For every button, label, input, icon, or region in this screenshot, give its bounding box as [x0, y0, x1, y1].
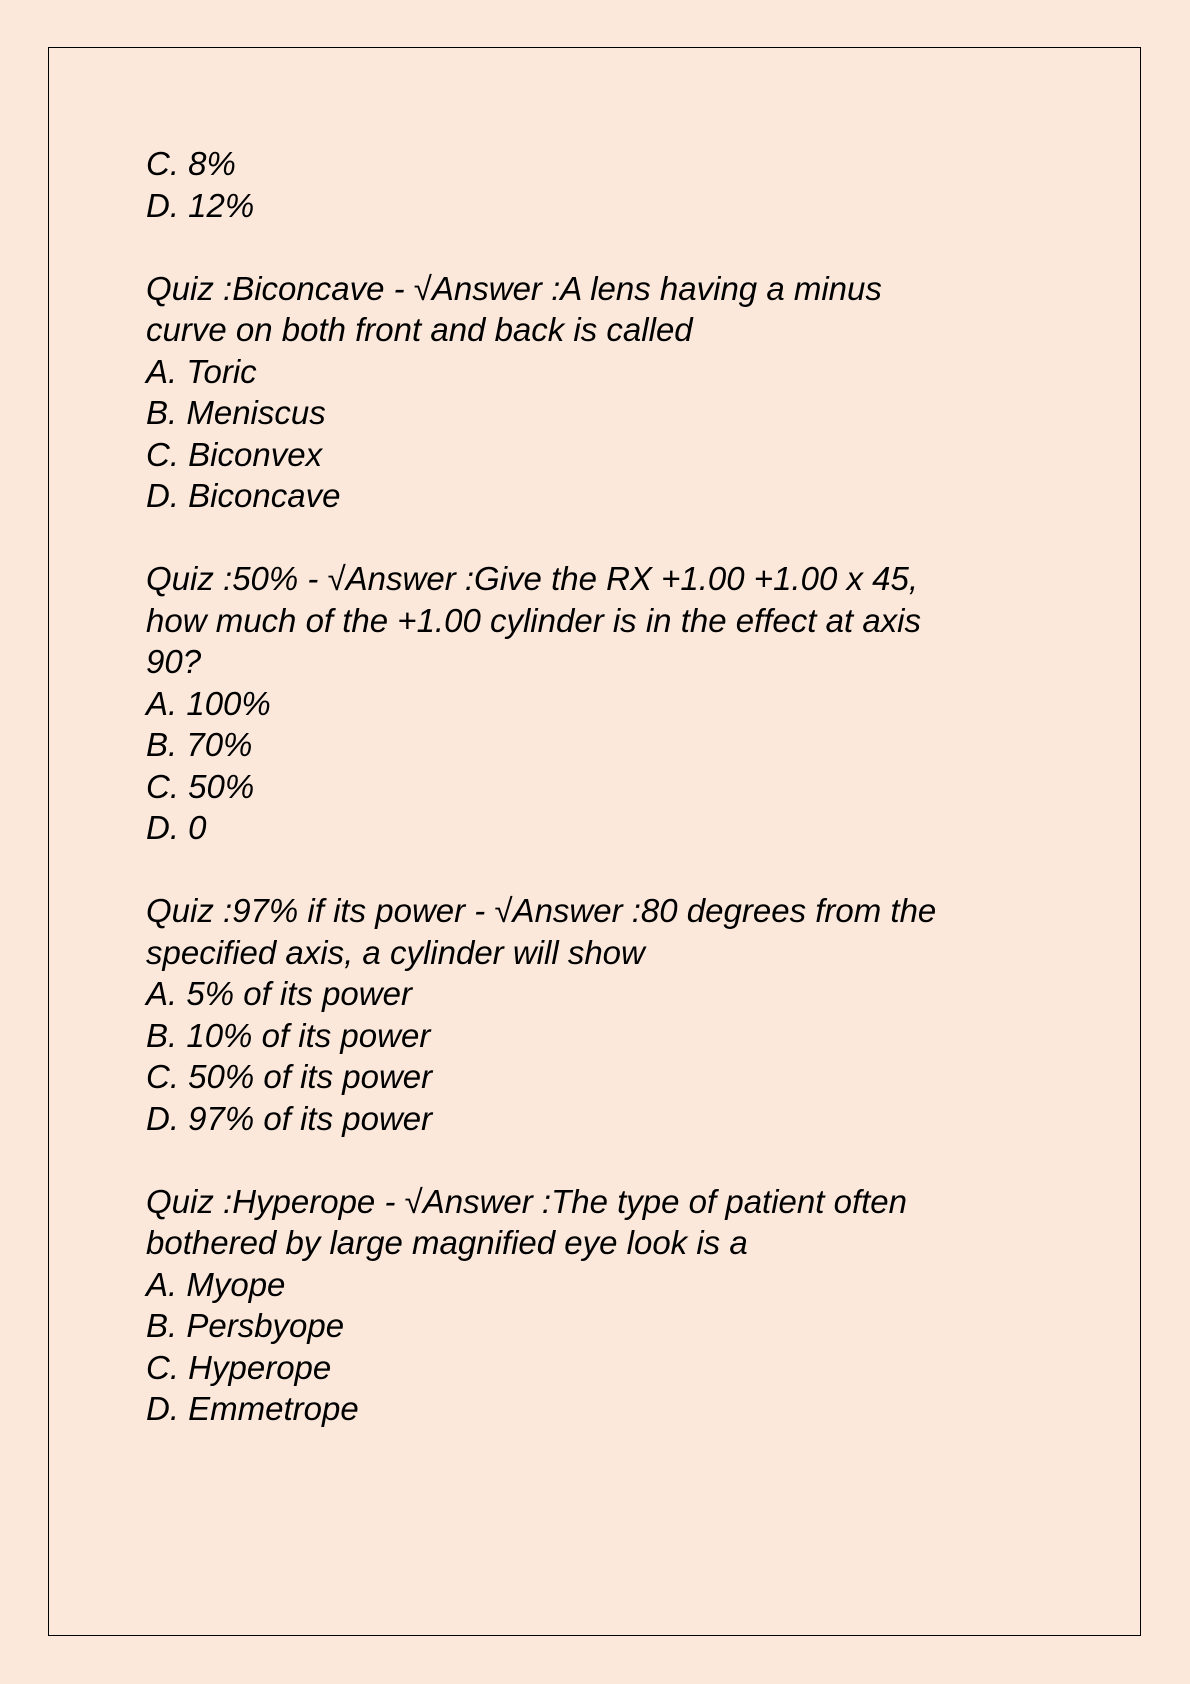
option-c: C. 50%	[146, 767, 255, 805]
spacer	[146, 226, 1046, 268]
option-b: B. Meniscus	[146, 394, 326, 431]
leading-options	[146, 143, 1046, 226]
quiz-block-hyperope	[146, 1181, 1046, 1430]
option-b: B. 70%	[146, 726, 253, 763]
option-c: C. Biconvex	[146, 435, 323, 473]
quiz-question-line: how much of the +1.00 cylinder is in the effect at axis	[146, 601, 922, 639]
option-a: A. 100%	[146, 684, 271, 722]
spacer	[146, 517, 1046, 559]
option-c: C. 8%	[146, 145, 236, 182]
option-d: D. Emmetrope	[146, 1390, 359, 1427]
quiz-block-cylinder-axis	[146, 558, 1046, 849]
spacer	[146, 849, 1046, 891]
quiz-block-biconcave	[146, 268, 1046, 517]
quiz-question-line: bothered by large magnified eye look is a	[146, 1224, 748, 1261]
option-d: D. Biconcave	[146, 477, 341, 514]
quiz-question-line: Quiz :97% if its power - √Answer :80 degrees from the	[146, 892, 937, 929]
spacer	[146, 1139, 1046, 1181]
quiz-question-line: Quiz :Hyperope - √Answer :The type of patient often	[146, 1182, 907, 1220]
quiz-question-line: Quiz :50% - √Answer :Give the RX +1.00 +1.00 x 45,	[146, 560, 919, 597]
option-a: A. Toric	[146, 352, 257, 390]
option-d: D. 12%	[146, 186, 255, 224]
quiz-question-line: 90?	[146, 643, 202, 680]
option-d: D. 0	[146, 809, 207, 846]
option-a: A. Myope	[146, 1265, 286, 1303]
option-d: D. 97% of its power	[146, 1099, 433, 1137]
quiz-block-cylinder-power	[146, 890, 1046, 1139]
quiz-question-line: curve on both front and back is called	[146, 311, 693, 348]
option-a: A. 5% of its power	[146, 975, 412, 1012]
option-b: B. Persbyope	[146, 1307, 345, 1344]
option-c: C. 50% of its power	[146, 1058, 433, 1095]
quiz-question-line: specified axis, a cylinder will show	[146, 933, 645, 971]
option-c: C. Hyperope	[146, 1348, 332, 1386]
quiz-question-line: Quiz :Biconcave - √Answer :A lens having a minus	[146, 269, 882, 307]
option-b: B. 10% of its power	[146, 1016, 431, 1054]
quiz-content	[146, 143, 1046, 1430]
